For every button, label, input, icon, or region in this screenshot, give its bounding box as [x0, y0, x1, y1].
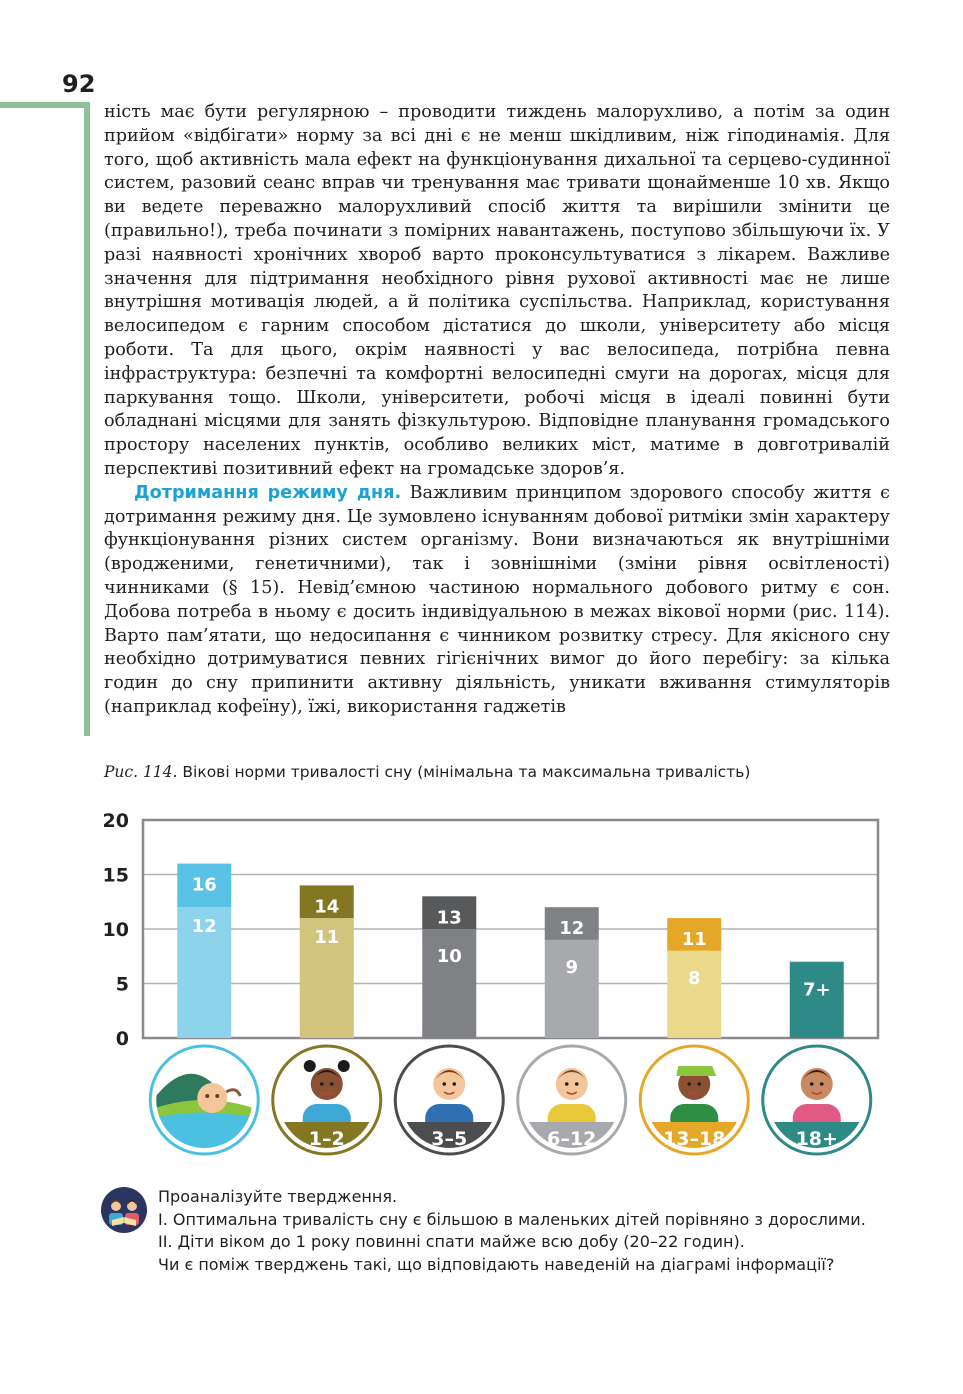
bar-max-label: 12 [559, 918, 585, 940]
bar-max-label: 16 [191, 874, 217, 896]
paragraph-daily-routine-text: Важливим принципом здорового способу життя є дотримання режиму дня. Це зумовлено існуванням добової ритміки змін характеру функціонування різних систем організму. Вони визначаються як внутрішніми (вродженими, генетичними), так і зовнішніми (зміни рівня освітленості) чинниками (§ 15). Невід’ємною частиною нормального добового ритму є сон. Добова потреба в ньому є досить індивідуальною в межах вікової норми (рис. 114). Варто пам’ятати, що недосипання є чинником розвитку стресу. Для якісного сну необхідно дотримуватися певних гігієнічних вимог до його перебігу: за кілька годин до сну припинити активну діяльність, уникати вживання стимуляторів (наприклад кофеїну), їжі, використання гаджетів [104, 482, 890, 717]
cap-icon [676, 1066, 716, 1076]
age-group-label: 6–12 [547, 1128, 597, 1150]
figure-caption [104, 763, 750, 781]
reading-students-icon [100, 1186, 148, 1234]
figure-label: Рис. 114. [104, 763, 178, 781]
baby-eye-icon [205, 1094, 209, 1098]
person-face-icon [801, 1068, 833, 1100]
age-group-badge [395, 1046, 503, 1170]
badge-inner [144, 1040, 264, 1160]
margin-rule-vertical [84, 102, 90, 736]
baby-face-icon [197, 1083, 227, 1113]
bar-max-label: 13 [436, 907, 462, 929]
age-group-badge [640, 1046, 748, 1170]
person-eye-icon [687, 1082, 691, 1086]
y-tick-label: 10 [102, 919, 129, 941]
age-group-label: 13–18 [663, 1128, 726, 1150]
age-group-label: 18+ [795, 1128, 838, 1150]
y-tick-label: 0 [115, 1028, 129, 1050]
age-group-badge [144, 1040, 264, 1160]
section-lead-heading: Дотримання режиму дня. [134, 482, 402, 503]
paragraph-daily-routine [104, 482, 890, 720]
person-face-icon [311, 1068, 343, 1100]
margin-rule-horizontal [0, 102, 90, 108]
person-eye-icon [820, 1082, 824, 1086]
age-group-label: 3–5 [431, 1128, 468, 1150]
person-eye-icon [320, 1082, 324, 1086]
bar-min-label: 11 [314, 927, 340, 949]
age-group-badge [273, 1046, 381, 1170]
bar-min-label: 12 [191, 916, 217, 938]
baby-eye-icon [215, 1094, 219, 1098]
question-text [158, 1186, 866, 1276]
bar-min-label: 9 [565, 956, 579, 978]
bar-min-label: 10 [436, 946, 462, 967]
person-eye-icon [442, 1082, 446, 1086]
bar-min-label: 7+ [802, 979, 831, 1001]
person-eye-icon [452, 1082, 456, 1086]
bar-min [667, 951, 721, 1038]
page-number: 92 [62, 70, 96, 98]
person-face-icon [556, 1068, 588, 1100]
y-tick-label: 5 [115, 973, 129, 996]
y-tick-label: 15 [102, 864, 129, 887]
bar-max-label: 11 [681, 929, 707, 951]
person-eye-icon [810, 1082, 814, 1086]
person-eye-icon [565, 1082, 569, 1086]
question-line-prompt: Проаналізуйте твердження. [158, 1187, 398, 1206]
person-eye-icon [575, 1082, 579, 1086]
person-eye-icon [697, 1082, 701, 1086]
bar-min [545, 940, 599, 1038]
paragraph-activity: ність має бути регулярною – проводити тиждень малорухливо, а потім за один прийом «відбігати» норму за всі дні є не менш шкідливим, ніж гіподинамія. Для того, щоб активність мала ефект на функціонування дихальної та серцево-судинної систем, разовий сеанс вправ чи тренування має тривати щонайменше 10 хв. Якщо ви ведете переважно малорухливий спосіб життя та вирішили змінити це (правильно!), треба починати з помірних навантажень, поступово збільшуючи їх. У разі наявності хронічних хвороб варто проконсультуватися з лікарем. Важливе значення для підтримання необхідного рівня рухової активності має не лише внутрішня мотивація людей, а й політика суспільства. Наприклад, користування велосипедом є гарним способом дістатися до школи, університету або місця роботи. Та для цього, окрім наявності у вас велосипеда, потрібна певна інфраструктура: безпечні та комфортні велосипедні смуги на дорогах, місця для паркування тощо. Школи, університети, робочі місця в ідеалі повинні бути обладнані місцями для занять фізкультурою. Відповідне планування громадського простору населених пунктів, особливо великих міст, матиме в довготривалій перспективі позитивний ефект на громадське здоров’я. [104, 102, 890, 479]
person-eye-icon [330, 1082, 334, 1086]
question-line-ask: Чи є поміж тверджень такі, що відповідають наведеній на діаграмі інформації? [158, 1254, 835, 1274]
age-group-badge [518, 1046, 626, 1170]
age-group-badge [763, 1046, 871, 1170]
bar-min-label: 8 [687, 967, 701, 989]
question-line-statement-1: І. Оптимальна тривалість сну є більшою в маленьких дітей порівняно з дорослими. [158, 1209, 866, 1229]
body-text [104, 101, 890, 720]
sleep-duration-chart [95, 800, 895, 1170]
y-tick-label: 20 [102, 810, 129, 832]
question-line-statement-2: ІІ. Діти віком до 1 року повинні спати майже всю добу (20–22 годин). [158, 1232, 745, 1251]
person-face-icon [433, 1068, 465, 1100]
age-group-label: 1–2 [308, 1128, 345, 1150]
bar-max-label: 14 [314, 896, 340, 918]
hair-bun-icon [304, 1060, 316, 1072]
figure-caption-text: Вікові норми тривалості сну (мінімальна та максимальна тривалість) [177, 763, 751, 781]
hair-bun-icon [338, 1060, 350, 1072]
